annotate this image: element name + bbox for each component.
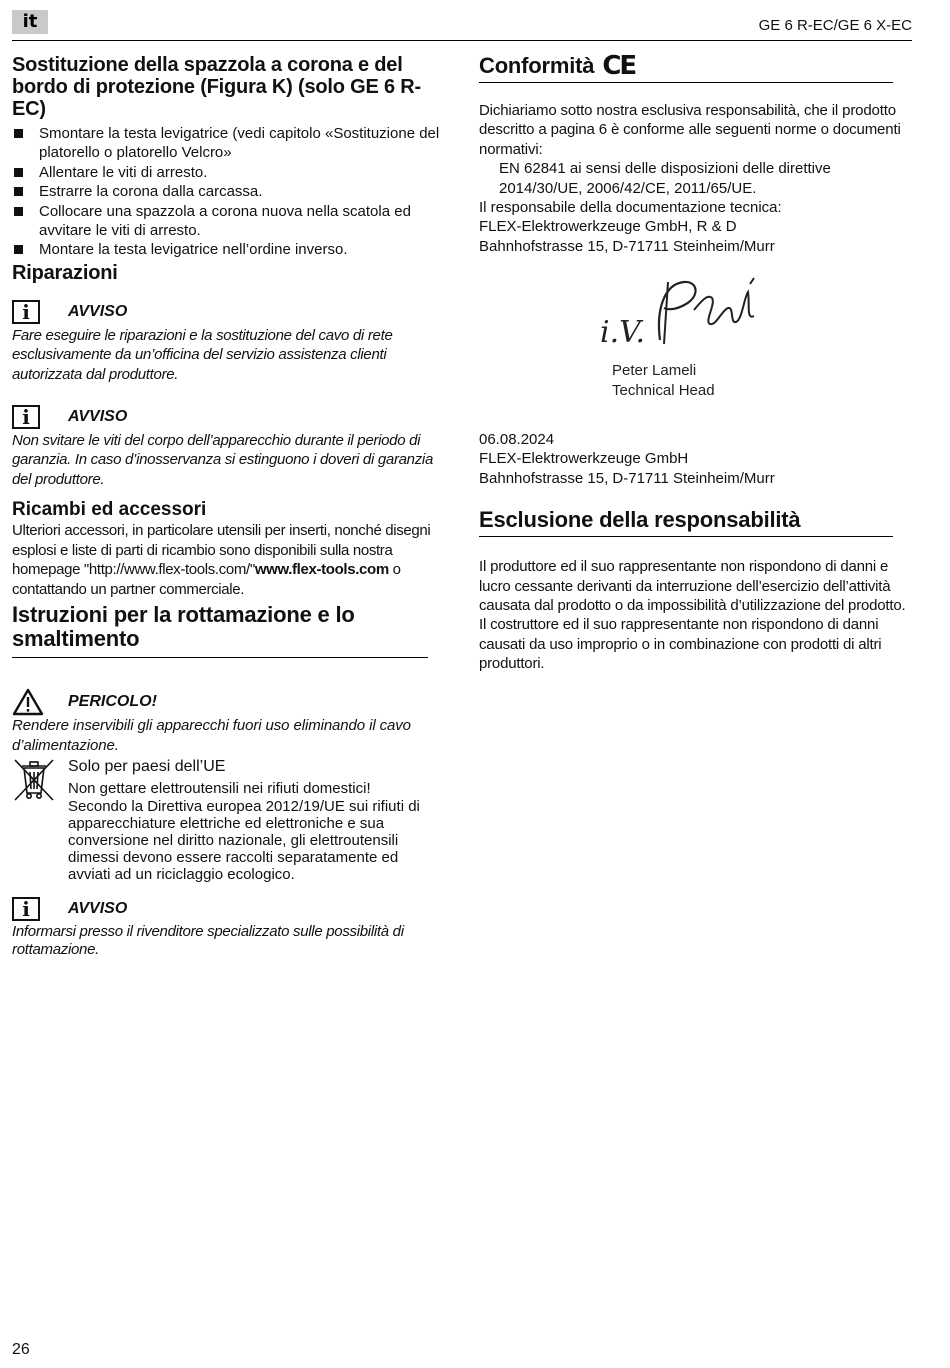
disposal-heading: Istruzioni per la rottamazione e lo smaltimento	[12, 602, 355, 652]
tech-doc-address: Bahnhofstrasse 15, D-71711 Steinheim/Murr	[479, 237, 775, 255]
notice-3-header	[12, 895, 444, 923]
left-column	[12, 52, 444, 959]
weee-eu-only: Solo per paesi dell’UE	[68, 758, 226, 776]
notice-label: AVVISO	[68, 407, 128, 425]
danger-label: PERICOLO!	[68, 693, 157, 711]
weee-directive: Secondo la Direttiva europea 2012/19/UE sui rifiuti di apparecchiature elettriche ed elettroniche e sua conversione nel diritto nazionale, gli elettroutensili dimessi devono essere raccolti separatamente ed avviati ad un riciclaggio ecologico.	[68, 798, 420, 884]
notice-label: AVVISO	[68, 900, 128, 918]
tech-doc-company: FLEX-Elektrowerkzeuge GmbH, R & D	[479, 218, 737, 236]
notice-1-header	[12, 298, 444, 326]
list-item: Collocare una spazzola a corona nuova nella scatola ed avvitare le viti di arresto.	[12, 202, 444, 241]
spares-text-part: o contattando un partner commerciale.	[12, 561, 401, 598]
notice-label: AVVISO	[68, 302, 128, 320]
weee-block	[12, 757, 444, 883]
section-rule	[12, 657, 428, 658]
ce-mark: CE	[602, 51, 636, 81]
liability-paragraph-1: Il produttore ed il suo rappresentante non rispondono di danni e lucro cessante derivanti da interruzione dell’esercizio dell’attività causata dal prodotto o da impossibilità d’utilizzazione del prodotto.	[479, 558, 906, 615]
notice-1-text: Fare eseguire le riparazioni e la sostituzione del cavo di rete esclusivamente da un’officina del servizio assistenza clienti autorizzata dal produttore.	[12, 326, 393, 384]
info-icon: i	[12, 405, 40, 429]
weee-no-household: Non gettare elettroutensili nei rifiuti domestici!	[68, 780, 371, 798]
liability-paragraph-2: Il costruttore ed il suo rappresentante non rispondono di danni causati da uso improprio o in combinazione con prodotti di altri produttori.	[479, 616, 882, 673]
conformity-heading: Conformità	[479, 53, 595, 78]
page-number: 26	[12, 1341, 30, 1358]
conformity-standards: EN 62841 ai sensi delle disposizioni delle direttive 2014/30/UE, 2006/42/CE, 2011/65/UE.	[499, 160, 831, 197]
info-icon: i	[12, 300, 40, 324]
info-icon: i	[12, 897, 40, 921]
notice-2-text: Non svitare le viti del corpo dell’apparecchio durante il periodo di garanzia. In caso d’inosservanza si estinguono i doveri di garanzia del produttore.	[12, 431, 433, 488]
tech-doc-responsible: Il responsabile della documentazione tecnica:	[479, 199, 782, 217]
danger-text: Rendere inservibili gli apparecchi fuori uso eliminando il cavo d’alimentazione.	[12, 717, 411, 754]
section-rule	[479, 536, 893, 537]
language-badge: it	[12, 10, 48, 34]
spares-heading: Ricambi ed accessori	[12, 499, 207, 521]
liability-heading: Esclusione della responsabilità	[479, 507, 801, 533]
signature-prefix: i.V.	[600, 315, 646, 350]
declaration-company: FLEX-Elektrowerkzeuge GmbH	[479, 450, 689, 468]
declaration-address: Bahnhofstrasse 15, D-71711 Steinheim/Murr	[479, 469, 775, 487]
declaration-date: 06.08.2024	[479, 431, 555, 448]
list-item: Smontare la testa levigatrice (vedi capitolo «Sostituzione del platorello o platorello Velcro»	[12, 124, 444, 163]
brush-steps-list	[12, 124, 444, 260]
danger-header	[12, 688, 444, 716]
list-item: Estrarre la corona dalla carcassa.	[12, 182, 444, 201]
weee-text	[68, 757, 444, 883]
spares-text	[12, 521, 444, 599]
warning-triangle-icon	[12, 688, 44, 716]
signer-name: Peter Lameli	[612, 362, 697, 379]
repairs-heading: Riparazioni	[12, 261, 118, 284]
list-item: Allentare le viti di arresto.	[12, 163, 444, 182]
website-link[interactable]: www.flex-tools.com	[254, 561, 389, 579]
notice-2-header	[12, 403, 444, 431]
model-name: GE 6 R-EC/GE 6 X-EC	[758, 17, 912, 34]
list-item: Montare la testa levigatrice nell’ordine inverso.	[12, 240, 444, 259]
signer-role: Technical Head	[612, 382, 715, 399]
right-column	[479, 52, 911, 256]
notice-3-text: Informarsi presso il rivenditore specializzato sulle possibilità di rottamazione.	[12, 923, 404, 959]
conformity-text: Dichiariamo sotto nostra esclusiva responsabilità, che il prodotto descritto a pagina 6 è conforme alle seguenti norme o documenti normativi:	[479, 102, 901, 158]
crossed-bin-icon	[12, 757, 56, 803]
conformity-heading-row	[479, 52, 911, 80]
brush-replacement-heading: Sostituzione della spazzola a corona e del bordo di protezione (Figura K) (solo GE 6 R-EC)	[12, 54, 421, 120]
spares-text-part: Ulteriori accessori, in particolare utensili per inserti, nonché disegni esplosi e liste di parti di ricambio sono disponibili sulla nostra homepage "http://www.flex-tools.com/"	[12, 522, 431, 579]
section-rule	[479, 82, 893, 83]
right-column-lower	[479, 430, 911, 674]
header-rule	[12, 40, 912, 41]
